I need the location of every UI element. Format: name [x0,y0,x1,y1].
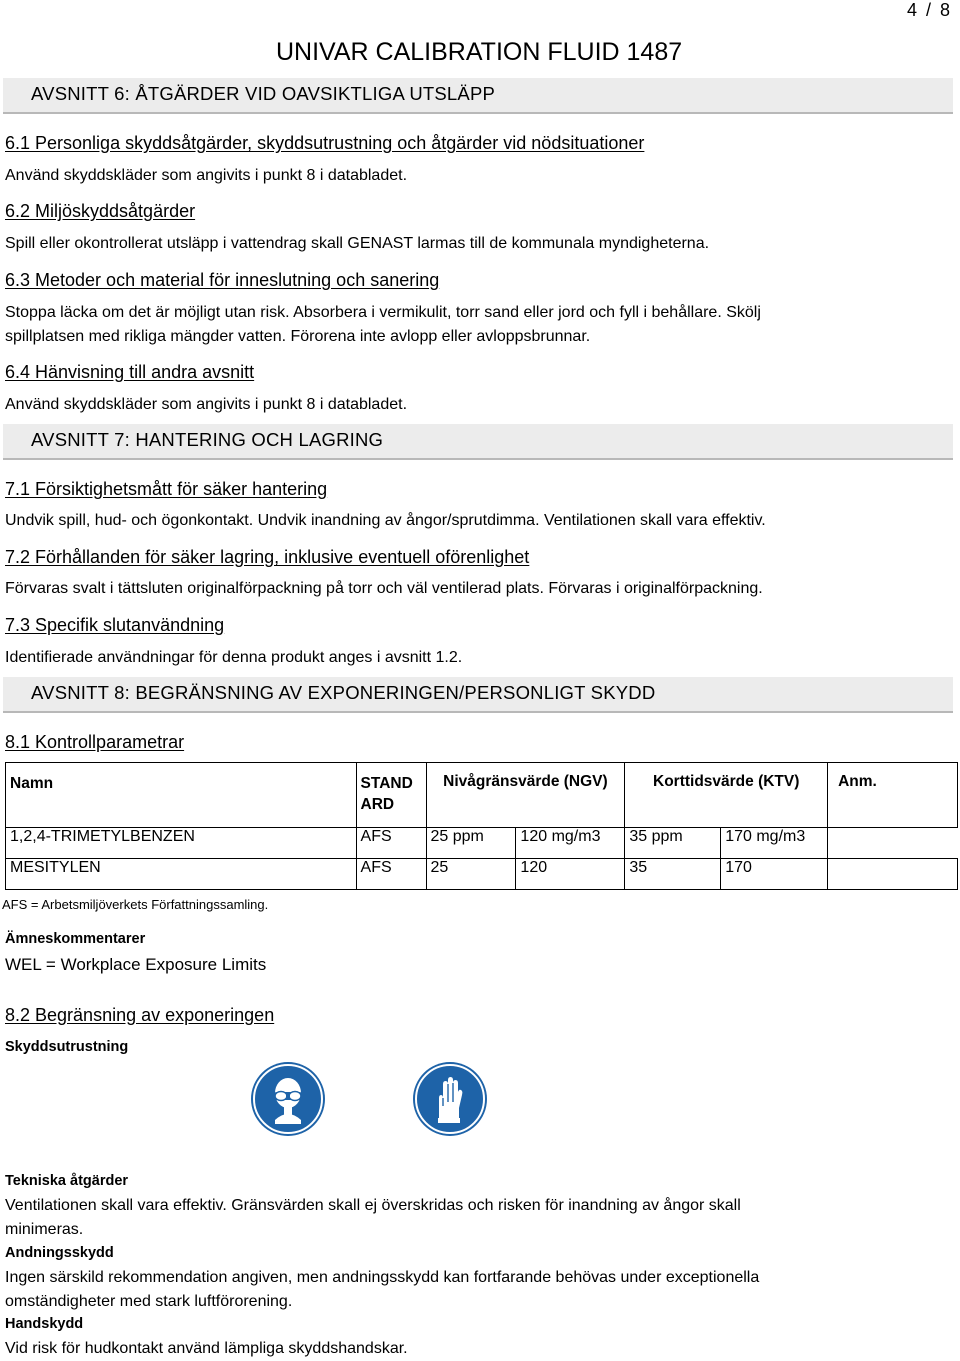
heading-6-3: 6.3 Metoder och material för inneslutning och sanering [5,270,440,290]
text-7-2: Förvaras svalt i tättsluten originalförpackning på torr och väl ventilerad plats. Förvaras i originalförpackning. [5,580,763,597]
heading-8-1: 8.1 Kontrollparametrar [5,732,185,752]
section-8-header [3,677,953,713]
face-shield-goggles-icon [251,1062,325,1136]
cell-ktv-mg: 170 mg/m3 [721,828,828,859]
afs-note: AFS = Arbetsmiljöverkets Författningssamling. [2,897,269,912]
hand-protection-label: Handskydd [5,1316,84,1332]
header-anm: Anm. [828,763,958,828]
cell-ktv-ppm: 35 ppm [625,828,721,859]
text-6-3-line1: Stoppa läcka om det är möjligt utan risk. Absorbera i vermikulit, torr sand eller jord och fyll i behållare. Skölj [5,304,761,321]
cell-ngv-ppm: 25 [426,859,516,890]
cell-name: 1,2,4-TRIMETYLBENZEN [6,828,357,859]
respiratory-line1: Ingen särskild rekommendation angiven, men andningsskydd kan fortfarande behövas under exceptionella [5,1269,760,1286]
heading-6-4: 6.4 Hänvisning till andra avsnitt [5,362,255,382]
heading-6-2: 6.2 Miljöskyddsåtgärder [5,201,196,221]
cell-standard: AFS [356,828,426,859]
text-6-1: Använd skyddskläder som angivits i punkt 8 i databladet. [5,167,408,184]
cell-anm [828,859,958,890]
hand-protection-text: Vid risk för hudkontakt använd lämpliga skyddshandskar. [5,1340,408,1357]
heading-7-1: 7.1 Försiktighetsmått för säker hantering [5,479,328,499]
exposure-limits-table [5,762,958,890]
cell-ktv-ppm: 35 [625,859,721,890]
heading-7-2: 7.2 Förhållanden för säker lagring, inklusive eventuell oförenlighet [5,547,530,567]
text-7-1: Undvik spill, hud- och ögonkontakt. Undvik inandning av ångor/sprutdimma. Ventilationen skall vara effektiv. [5,512,766,529]
cell-ktv-mg: 170 [721,859,828,890]
heading-8-2: 8.2 Begränsning av exponeringen [5,1005,275,1025]
cell-ngv-mg: 120 [516,859,625,890]
header-standard-line1: STAND [360,775,413,792]
section-7-title: AVSNITT 7: HANTERING OCH LAGRING [31,429,384,450]
comments-text: WEL = Workplace Exposure Limits [5,955,267,974]
table-header-row [6,763,958,828]
respiratory-line2: omständigheter med stark luftförorening. [5,1293,293,1310]
technical-measures-line2: minimeras. [5,1221,84,1238]
respiratory-label: Andningsskydd [5,1245,114,1261]
header-ngv: Nivågränsvärde (NGV) [426,763,625,828]
heading-7-3: 7.3 Specifik slutanvändning [5,615,225,635]
heading-6-1: 6.1 Personliga skyddsåtgärder, skyddsutrustning och åtgärder vid nödsituationer [5,133,645,153]
cell-standard: AFS [356,859,426,890]
document-title: UNIVAR CALIBRATION FLUID 1487 [276,38,683,66]
header-standard [356,763,426,828]
header-name: Namn [6,763,357,828]
header-standard-line2: ARD [360,796,395,813]
text-6-4: Använd skyddskläder som angivits i punkt 8 i databladet. [5,396,408,413]
cell-name: MESITYLEN [6,859,357,890]
gloves-icon [413,1062,487,1136]
technical-measures-line1: Ventilationen skall vara effektiv. Gränsvärden skall ej överskridas och risken för inandning av ångor skall [5,1197,741,1214]
section-7-header [3,424,953,460]
table-row [6,828,958,859]
cell-ngv-mg: 120 mg/m3 [516,828,625,859]
text-6-3-line2: spillplatsen med rikliga mängder vatten. Förorena inte avlopp eller avloppsbrunnar. [5,328,591,345]
cell-anm [828,828,958,859]
comments-label: Ämneskommentarer [5,931,146,947]
text-6-2: Spill eller okontrollerat utsläpp i vattendrag skall GENAST larmas till de kommunala myndigheterna. [5,235,710,252]
technical-measures-label: Tekniska åtgärder [5,1173,129,1189]
section-6-header [3,78,953,114]
protective-equipment-label: Skyddsutrustning [5,1039,129,1055]
cell-ngv-ppm: 25 ppm [426,828,516,859]
text-7-3: Identifierade användningar för denna produkt anges i avsnitt 1.2. [5,649,463,666]
section-8-title: AVSNITT 8: BEGRÄNSNING AV EXPONERINGEN/PERSONLIGT SKYDD [31,682,656,703]
page-number: 4 / 8 [906,0,952,20]
table-row [6,859,958,890]
section-6-title: AVSNITT 6: ÅTGÄRDER VID OAVSIKTLIGA UTSLÄPP [31,83,496,104]
header-ktv: Korttidsvärde (KTV) [625,763,828,828]
